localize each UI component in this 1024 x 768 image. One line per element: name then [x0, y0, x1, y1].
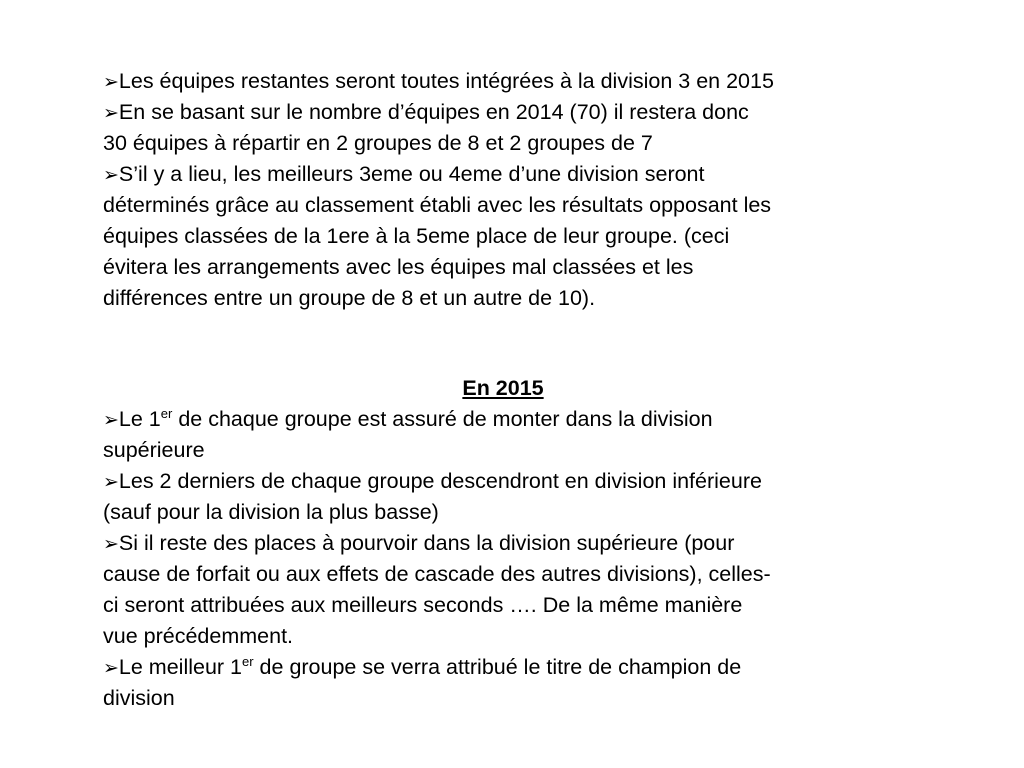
- text-line: cause de forfait ou aux effets de cascade des autres divisions), celles-: [103, 562, 771, 586]
- text-line: Les équipes restantes seront toutes intégrées à la division 3 en 2015: [118, 69, 774, 93]
- rules-list-2015: [103, 373, 903, 714]
- bullet-paragraph: [103, 97, 903, 159]
- bullet-paragraph: [103, 528, 903, 652]
- text-fragment: Le meilleur 1: [118, 655, 243, 679]
- text-line: vue précédemment.: [103, 624, 294, 648]
- text-fragment: de groupe se verra attribué le titre de champion de: [253, 655, 742, 679]
- arrow-bullet-icon: ➢: [103, 103, 119, 124]
- section-heading: En 2015: [462, 376, 544, 400]
- text-line: Les 2 derniers de chaque groupe descendront en division inférieure: [118, 469, 762, 493]
- text-fragment: de chaque groupe est assuré de monter dans la division: [172, 407, 713, 431]
- bullet-paragraph: [103, 404, 903, 466]
- text-line: ci seront attribuées aux meilleurs seconds …. De la même manière: [103, 593, 743, 617]
- rules-list-current: [103, 66, 903, 314]
- text-line: supérieure: [103, 438, 205, 462]
- text-line: évitera les arrangements avec les équipes mal classées et les: [103, 255, 694, 279]
- bullet-paragraph: [103, 159, 903, 314]
- text-line: 30 équipes à répartir en 2 groupes de 8 et 2 groupes de 7: [103, 131, 653, 155]
- arrow-bullet-icon: ➢: [103, 165, 119, 186]
- text-line: déterminés grâce au classement établi avec les résultats opposant les: [103, 193, 772, 217]
- text-line: équipes classées de la 1ere à la 5eme place de leur groupe. (ceci: [103, 224, 730, 248]
- arrow-bullet-icon: ➢: [103, 72, 119, 93]
- text-fragment: Le 1: [118, 407, 161, 431]
- superscript: er: [160, 406, 173, 421]
- arrow-bullet-icon: ➢: [103, 410, 119, 431]
- bullet-paragraph: [103, 652, 903, 714]
- arrow-bullet-icon: ➢: [103, 534, 119, 555]
- arrow-bullet-icon: ➢: [103, 658, 119, 679]
- bullet-paragraph: [103, 66, 903, 97]
- text-line: S’il y a lieu, les meilleurs 3eme ou 4eme d’une division seront: [118, 162, 705, 186]
- text-line: (sauf pour la division la plus basse): [103, 500, 439, 524]
- text-line: différences entre un groupe de 8 et un autre de 10).: [103, 286, 596, 310]
- text-line: Si il reste des places à pourvoir dans la division supérieure (pour: [118, 531, 735, 555]
- arrow-bullet-icon: ➢: [103, 472, 119, 493]
- superscript: er: [242, 654, 254, 669]
- text-line: En se basant sur le nombre d’équipes en 2014 (70) il restera donc: [118, 100, 749, 124]
- bullet-paragraph: [103, 466, 903, 528]
- text-line: division: [103, 686, 175, 710]
